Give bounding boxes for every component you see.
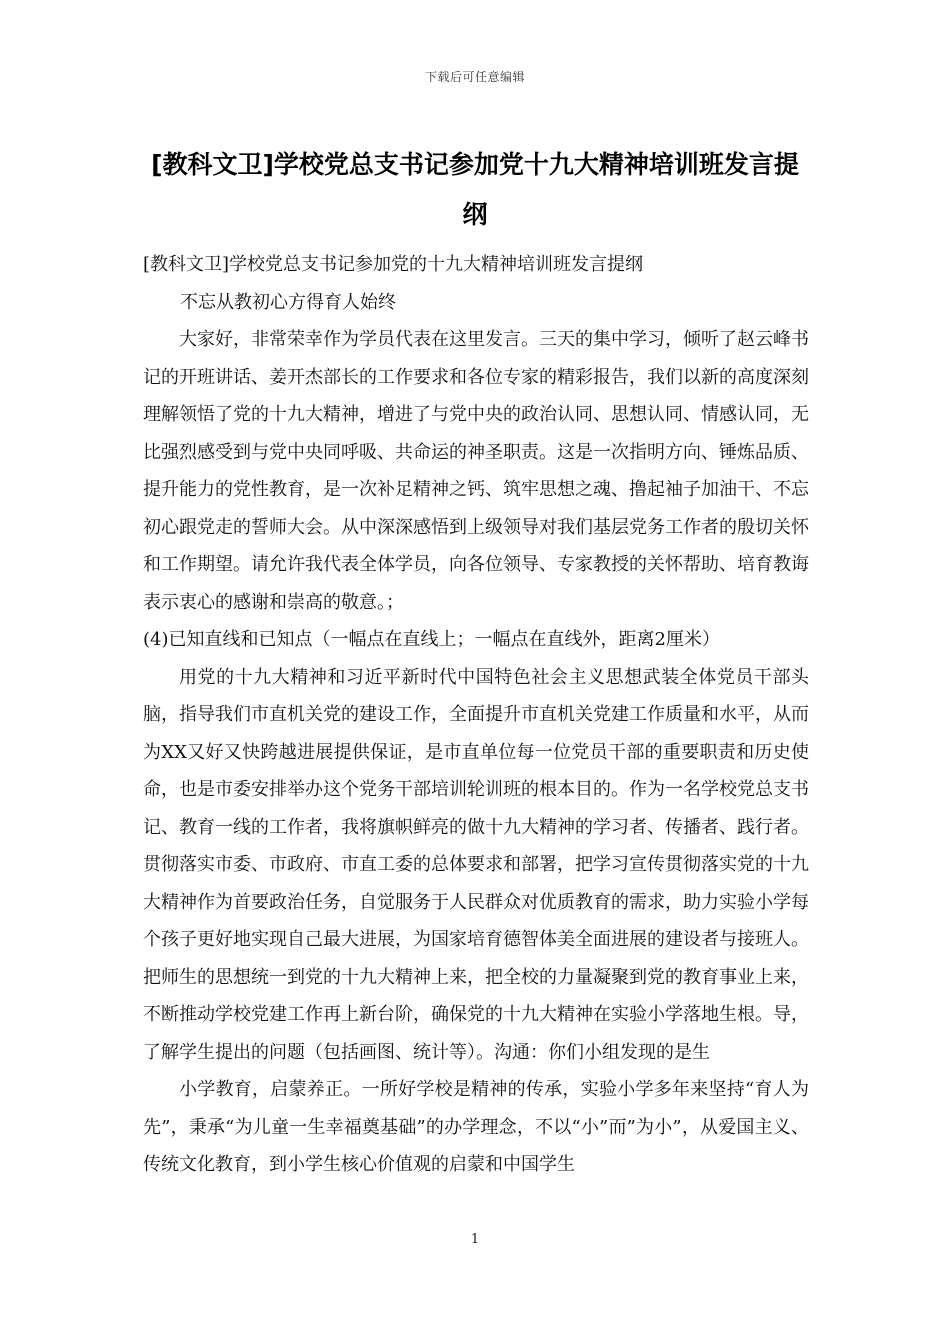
paragraph: (4)已知直线和已知点（一幅点在直线上；一幅点在直线外，距离2厘米）: [143, 629, 720, 650]
page-number: 1: [470, 1232, 480, 1247]
theme-line: 不忘从教初心方得育人始终: [180, 291, 396, 313]
document-title: [教科文卫]学校党总支书记参加党十九大精神培训班发言提纲: [151, 150, 799, 229]
header-note: 下载后可任意编辑: [424, 70, 525, 84]
document-subtitle: [教科文卫]学校党总支书记参加党的十九大精神培训班发言提纲: [143, 254, 644, 275]
paragraph: 用党的十九大精神和习近平新时代中国特色社会主义思想武装全体党员干部头脑，指导我们市直机关党的建设工作，全面提升市直机关党建工作质量和水平，从而为XX又好又快跨越进展提供保证，是市直单位每一位党员干部的重要职责和历史使命，也是市委安排举办这个党务干部培训轮训班的根本目的。作为一名学校党总支书记、教育一线的工作者，我将旗帜鲜亮的做十九大精神的学习者、传播者、践行者。贯彻落实市委、市政府、市直工委的总体要求和部署，把学习宣传贯彻落实党的十九大精神作为首要政治任务，自觉服务于人民群众对优质教育的需求，助力实验小学每个孩子更好地实现自己最大进展，为国家培育德智体美全面进展的建设者与接班人。把师生的思想统一到党的十九大精神上来，把全校的力量凝聚到党的教育事业上来，不断推动学校党建工作再上新台阶，确保党的十九大精神在实验小学落地生根。导，了解学生提出的问题（包括画图、统计等）。沟通：你们小组发现的是生: [143, 666, 809, 1063]
paragraph: 大家好，非常荣幸作为学员代表在这里发言。三天的集中学习，倾听了赵云峰书记的开班讲话、姜开杰部长的工作要求和各位专家的精彩报告，我们以新的高度深刻理解领悟了党的十九大精神，增进了与党中央的政治认同、思想认同、情感认同，无比强烈感受到与党中央同呼吸、共命运的神圣职责。这是一次指明方向、锤炼品质、提升能力的党性教育，是一次补足精神之钙、筑牢思想之魂、撸起袖子加油干、不忘初心跟党走的誓师大会。从中深深感悟到上级领导对我们基层党务工作者的殷切关怀和工作期望。请允许我代表全体学员，向各位领导、专家教授的关怀帮助、培育教诲表示衷心的感谢和崇高的敬意。；: [143, 329, 809, 613]
document-body: [143, 246, 809, 1184]
paragraph: 小学教育，启蒙养正。一所好学校是精神的传承，实验小学多年来坚持“育人为先”，秉承“为儿童一生幸福奠基础”的办学理念，不以“小”而”为小”，从爱国主义、传统文化教育，到小学生核心价值观的启蒙和中国学生: [143, 1079, 809, 1175]
